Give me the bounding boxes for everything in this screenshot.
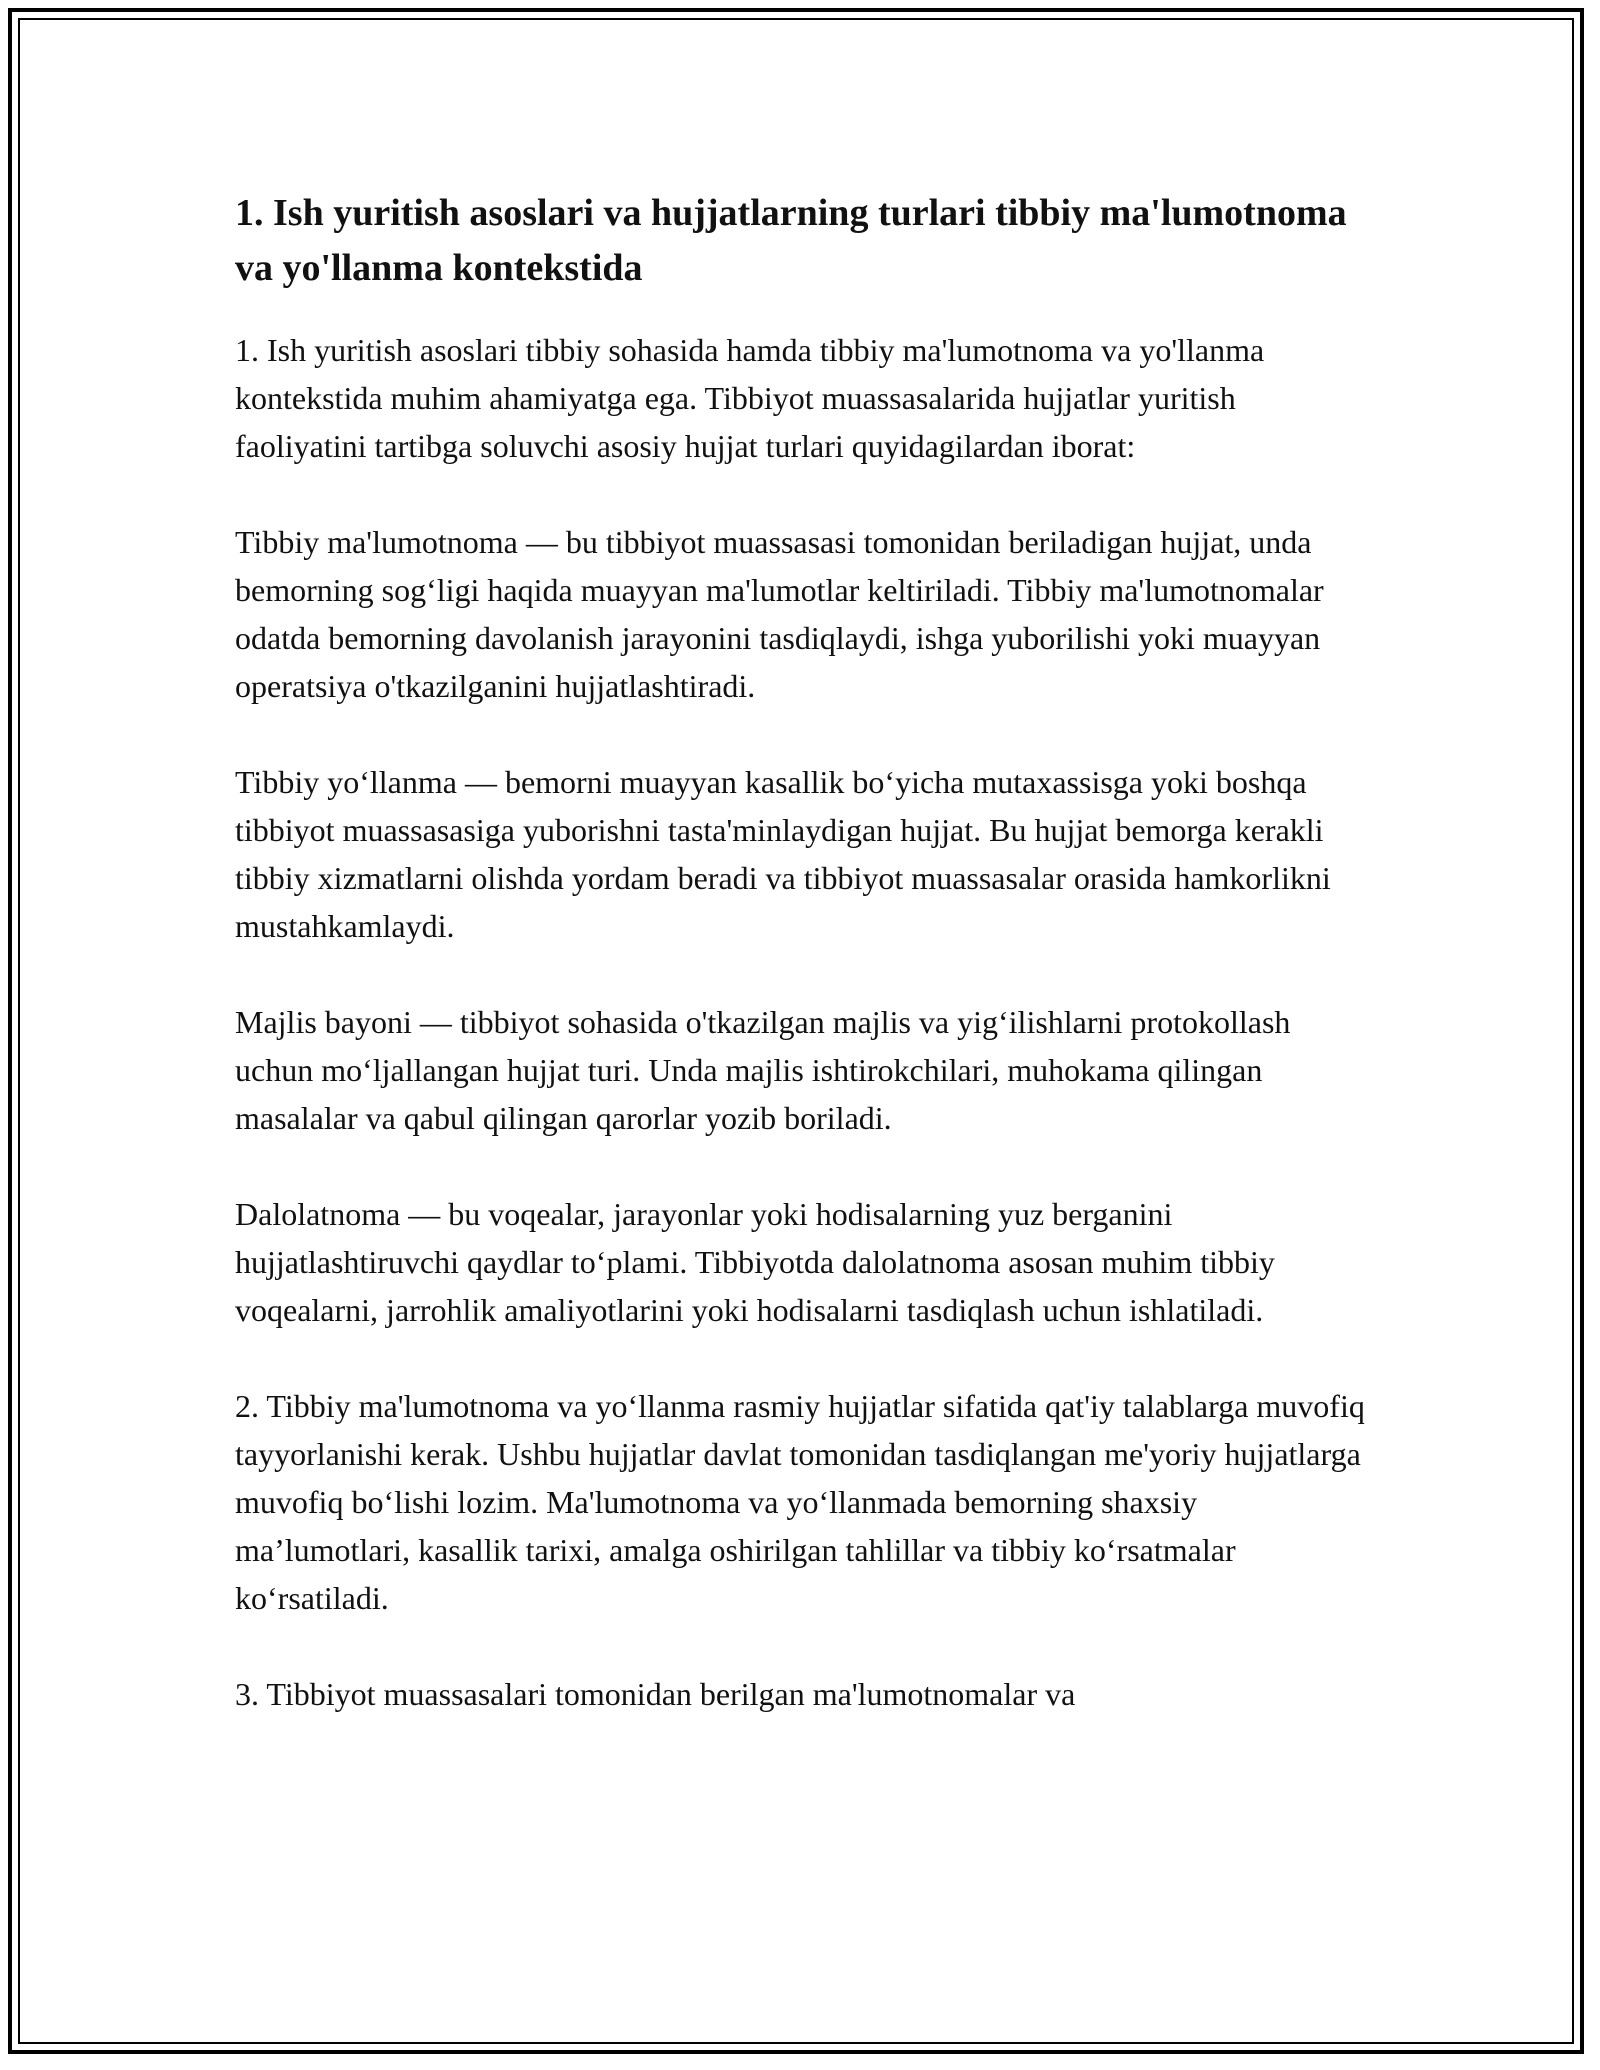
paragraph-dalolatnoma: Dalolatnoma — bu voqealar, jarayonlar yoki hodisalarning yuz berganini hujjatlashtiruvchi qaydlar to‘plami. Tibbiyotda dalolatnoma asosan muhim tibbiy voqealarni, jarrohlik amaliyotlarini yoki hodisalarni tasdiqlash uchun ishlatiladi.	[235, 1196, 1275, 1328]
paragraph-malumotnoma: Tibbiy ma'lumotnoma — bu tibbiyot muassasasi tomonidan beriladigan hujjat, unda bemorning sog‘ligi haqida muayyan ma'lumotlar keltiriladi. Tibbiy ma'lumotnomalar odatda bemorning davolanish jarayonini tasdiqlaydi, ishga yuborilishi yoki muayyan operatsiya o'tkazilganini hujjatlashtiradi.	[235, 524, 1324, 704]
paragraph-requirements: 2. Tibbiy ma'lumotnoma va yo‘llanma rasmiy hujjatlar sifatida qat'iy talablarga muvofiq tayyorlanishi kerak. Ushbu hujjatlar davlat tomonidan tasdiqlangan me'yoriy hujjatlarga muvofiq bo‘lishi lozim. Ma'lumotnoma va yo‘llanmada bemorning shaxsiy ma’lumotlari, kasallik tarixi, amalga oshirilgan tahlillar va tibbiy ko‘rsatmalar ko‘rsatiladi.	[235, 1388, 1365, 1616]
paragraph-majlis-bayoni: Majlis bayoni — tibbiyot sohasida o'tkazilgan majlis va yig‘ilishlarni protokollash uchun mo‘ljallangan hujjat turi. Unda majlis ishtirokchilari, muhokama qilingan masalalar va qabul qilingan qarorlar yozib boriladi.	[235, 1004, 1291, 1136]
paragraph-continuation: 3. Tibbiyot muassasalari tomonidan berilgan ma'lumotnomalar va	[235, 1676, 1076, 1712]
document-title: 1. Ish yuritish asoslari va hujjatlarning turlari tibbiy ma'lumotnoma va yo'llanma kontekstida	[235, 192, 1347, 289]
paragraph-intro: 1. Ish yuritish asoslari tibbiy sohasida hamda tibbiy ma'lumotnoma va yo'llanma kontekstida muhim ahamiyatga ega. Tibbiyot muassasalarida hujjatlar yuritish faoliyatini tartibga soluvchi asosiy hujjat turlari quyidagilardan iborat:	[235, 332, 1265, 464]
document-body	[235, 186, 1370, 1766]
paragraph-yollanma: Tibbiy yo‘llanma — bemorni muayyan kasallik bo‘yicha mutaxassisga yoki boshqa tibbiyot muassasasiga yuborishni tasta'minlaydigan hujjat. Bu hujjat bemorga kerakli tibbiy xizmatlarni olishda yordam beradi va tibbiyot muassasalar orasida hamkorlikni mustahkamlaydi.	[235, 764, 1331, 944]
